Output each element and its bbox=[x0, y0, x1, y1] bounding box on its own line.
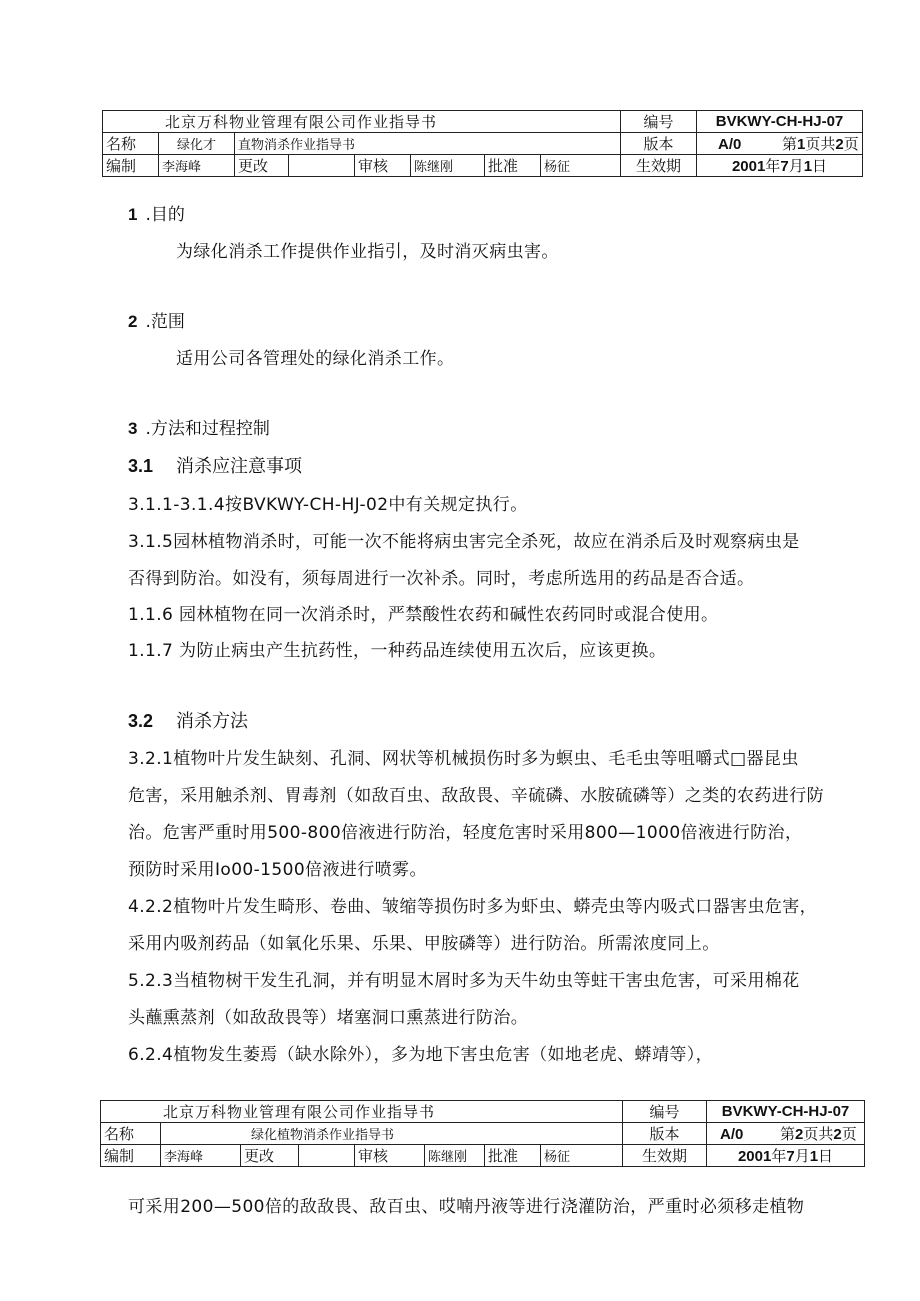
date-text: 年 bbox=[765, 157, 781, 175]
name-label: 名称 bbox=[101, 1123, 161, 1145]
subsection-number: 3.2 bbox=[128, 711, 154, 731]
section-number: 3 bbox=[128, 419, 138, 438]
effective-month: 7 bbox=[786, 1148, 795, 1165]
paragraph-1-1-7: 1.1.7 为防止病虫产生抗药性，一种药品连续使用五次后，应该更换。 bbox=[128, 641, 667, 661]
effective-year: 2001 bbox=[737, 1148, 772, 1165]
document-name-part1: 绿化才 bbox=[159, 133, 235, 155]
subsection-3-2-heading bbox=[128, 707, 248, 733]
paragraph-3-1-5-line1: 3.1.5园林植物消杀时，可能一次不能将病虫害完全杀死，故应在消杀后及时观察病虫是 bbox=[128, 532, 800, 552]
effective-day: 1 bbox=[809, 1148, 819, 1165]
section-3-heading bbox=[128, 414, 270, 439]
change-label: 更改 bbox=[241, 1145, 299, 1167]
page-total: 2 bbox=[835, 136, 844, 153]
paragraph-3-1-1: 3.1.1-3.1.4按BVKWY-CH-HJ-02中有关规定执行。 bbox=[128, 495, 528, 515]
document-header-table bbox=[102, 110, 863, 177]
paragraph-3-2-1-line1: 3.2.1植物叶片发生缺刻、孔洞、网状等机械损伤时多为螟虫、毛毛虫等咀嚼式□器昆虫 bbox=[128, 749, 799, 769]
document-number: BVKWY-CH-HJ-07 bbox=[707, 1101, 865, 1123]
page-text: 第 bbox=[782, 135, 798, 153]
section-1-body: 为绿化消杀工作提供作业指引，及时消灭病虫害。 bbox=[176, 242, 559, 262]
section-title: .目的 bbox=[145, 205, 185, 225]
effective-day: 1 bbox=[803, 158, 813, 175]
paragraph-1-1-6: 1.1.6 园林植物在同一次消杀时，严禁酸性农药和碱性农药同时或混合使用。 bbox=[128, 605, 719, 625]
paragraph-5-2-3-line1: 5.2.3当植物树干发生孔洞，并有明显木屑时多为天牛幼虫等蛀干害虫危害，可采用棉花 bbox=[128, 971, 800, 991]
company-title: 北京万科物业管理有限公司作业指导书 bbox=[101, 1101, 623, 1123]
date-text: 月 bbox=[794, 1147, 810, 1165]
date-text: 日 bbox=[812, 157, 828, 175]
approve-value: 杨征 bbox=[541, 155, 621, 177]
date-text: 月 bbox=[788, 157, 804, 175]
page-number: 2 bbox=[795, 1126, 804, 1143]
approve-label: 批准 bbox=[485, 155, 541, 177]
section-number: 2 bbox=[128, 312, 138, 331]
subsection-number: 3.1 bbox=[128, 456, 154, 476]
editor-label: 编制 bbox=[103, 155, 159, 177]
date-text: 日 bbox=[818, 1147, 834, 1165]
page-total: 2 bbox=[833, 1126, 842, 1143]
name-label: 名称 bbox=[103, 133, 159, 155]
company-title: 北京万科物业管理有限公司作业指导书 bbox=[103, 111, 621, 133]
effective-label: 生效期 bbox=[621, 155, 697, 177]
editor-label: 编制 bbox=[101, 1145, 161, 1167]
version-and-page bbox=[697, 133, 863, 155]
number-label: 编号 bbox=[623, 1101, 707, 1123]
paragraph-4-2-2-line2: 采用内吸剂药品（如氧化乐果、乐果、甲胺磷等）进行防治。所需浓度同上。 bbox=[128, 934, 720, 954]
effective-month: 7 bbox=[780, 158, 789, 175]
change-value bbox=[289, 155, 355, 177]
number-label: 编号 bbox=[621, 111, 697, 133]
effective-label: 生效期 bbox=[623, 1145, 707, 1167]
section-1-heading bbox=[128, 200, 185, 225]
paragraph-3-2-1-line4: 预防时采用Io00-1500倍液进行喷雾。 bbox=[128, 860, 427, 880]
section-number: 1 bbox=[128, 205, 138, 224]
subsection-title: 消杀应注意事项 bbox=[176, 456, 302, 477]
effective-date bbox=[707, 1145, 865, 1167]
effective-year: 2001 bbox=[731, 158, 766, 175]
page-text: 第 bbox=[780, 1125, 796, 1143]
section-2-body: 适用公司各管理处的绿化消杀工作。 bbox=[176, 349, 455, 369]
review-label: 审核 bbox=[355, 1145, 425, 1167]
paragraph-6-2-4: 6.2.4植物发生萎焉（缺水除外），多为地下害虫危害（如地老虎、蟒靖等）， bbox=[128, 1045, 714, 1065]
paragraph-3-1-5-line2: 否得到防治。如没有，须每周进行一次补杀。同时，考虑所选用的药品是否合适。 bbox=[128, 569, 755, 589]
document-header-table-page2 bbox=[100, 1100, 865, 1167]
section-2-heading bbox=[128, 307, 185, 332]
editor-value: 李海峰 bbox=[161, 1145, 241, 1167]
document-number: BVKWY-CH-HJ-07 bbox=[697, 111, 863, 133]
approve-label: 批准 bbox=[485, 1145, 541, 1167]
approve-value: 杨征 bbox=[541, 1145, 623, 1167]
section-title: .范围 bbox=[145, 312, 185, 332]
subsection-title: 消杀方法 bbox=[176, 711, 248, 732]
change-value bbox=[299, 1145, 355, 1167]
page-text: 页共 bbox=[805, 135, 836, 153]
page-text: 页共 bbox=[803, 1125, 834, 1143]
change-label: 更改 bbox=[235, 155, 289, 177]
version-label: 版本 bbox=[621, 133, 697, 155]
paragraph-3-2-1-line3: 治。危害严重时用500-800倍液进行防治，轻度危害时采用800—1000倍液进行防治， bbox=[128, 823, 803, 843]
review-value: 陈继刚 bbox=[425, 1145, 485, 1167]
subsection-3-1-heading bbox=[128, 452, 302, 478]
editor-value: 李海峰 bbox=[159, 155, 235, 177]
review-label: 审核 bbox=[355, 155, 411, 177]
section-title: .方法和过程控制 bbox=[145, 419, 270, 439]
version-label: 版本 bbox=[623, 1123, 707, 1145]
paragraph-5-2-3-line2: 头蘸熏蒸剂（如敌敌畏等）堵塞洞口熏蒸进行防治。 bbox=[128, 1008, 529, 1028]
paragraph-continuation: 可采用200—500倍的敌敌畏、敌百虫、哎喃丹液等进行浇灌防治，严重时必须移走植物 bbox=[128, 1197, 805, 1217]
review-value: 陈继刚 bbox=[411, 155, 485, 177]
page-text: 页 bbox=[841, 1125, 857, 1143]
page-number: 1 bbox=[797, 136, 806, 153]
effective-date bbox=[697, 155, 863, 177]
version-value: A/0 bbox=[720, 1126, 744, 1143]
paragraph-4-2-2-line1: 4.2.2植物叶片发生畸形、卷曲、皱缩等损伤时多为虾虫、蟒壳虫等内吸式口器害虫危害， bbox=[128, 897, 818, 917]
document-name: 绿化植物消杀作业指导书 bbox=[161, 1123, 623, 1145]
page-text: 页 bbox=[843, 135, 859, 153]
paragraph-3-2-1-line2: 危害，采用触杀剂、胃毒剂（如敌百虫、敌敌畏、辛硫磷、水胺硫磷等）之类的农药进行防 bbox=[128, 786, 824, 806]
version-and-page bbox=[707, 1123, 865, 1145]
date-text: 年 bbox=[771, 1147, 787, 1165]
version-value: A/0 bbox=[718, 136, 742, 153]
document-name-part2: 直物消杀作业指导书 bbox=[235, 133, 621, 155]
